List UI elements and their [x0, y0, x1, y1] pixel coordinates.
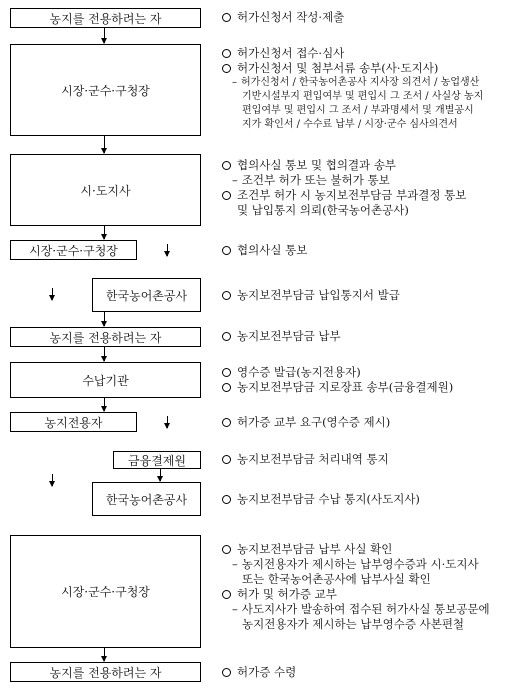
step-7-desc: 영수증 발급(농지전용자) 농지보전부담금 지로장표 송부(금융결제원) [222, 365, 453, 395]
circle-bullet-icon [222, 383, 231, 392]
arrow-down [104, 347, 105, 361]
step-10-desc: 농지보전부담금 수납 통지(사도지사) [222, 492, 420, 507]
box-mayor-1: 시장·군수·구청장 [10, 44, 201, 136]
step-11-desc: 농지보전부담금 납부 사실 확인 – 농지전용자가 제시하는 납부영수증과 시·도지사 또는 한국농어촌공사에 납부사실 확인 허가 및 허가증 교부 – 사도지사가 발송하여 접수된 허가사실 통보공문에 농지전용자가 제시하는 납부영수증 사본편철 [222, 542, 490, 632]
box-mayor-2: 시장·군수·구청장 [10, 240, 137, 260]
step-1-desc: 허가신청서 작성·제출 [222, 10, 344, 25]
circle-bullet-icon [222, 191, 231, 200]
step-4-desc: 협의사실 통보 [222, 243, 307, 258]
circle-bullet-icon [222, 455, 231, 464]
circle-bullet-icon [222, 64, 231, 73]
step-6-desc: 농지보전부담금 납부 [222, 329, 341, 344]
box-krc-2: 한국농어촌공사 [92, 482, 201, 516]
arrow-down [167, 416, 168, 428]
box-applicant-1: 농지를 전용하려는 자 [10, 8, 201, 28]
circle-bullet-icon [222, 49, 231, 58]
circle-bullet-icon [222, 368, 231, 377]
circle-bullet-icon [222, 291, 231, 300]
arrow-down [104, 312, 105, 326]
circle-bullet-icon [222, 13, 231, 22]
box-land-user: 농지전용자 [10, 412, 137, 432]
box-applicant-3: 농지를 전용하려는 자 [10, 662, 201, 682]
step-3-desc: 협의사실 통보 및 협의결과 송부 – 조건부 허가 또는 불허가 통보 조건부 허가 시 농지보전부담금 부과결정 통보 및 납입통지 의뢰(한국농어촌공사) [222, 158, 466, 218]
box-mayor-3: 시장·군수·구청장 [10, 535, 201, 648]
step-8-desc: 허가증 교부 요구(영수증 제시) [222, 415, 390, 430]
arrow-down [104, 648, 105, 661]
box-kftc: 금융결제원 [113, 451, 201, 469]
circle-bullet-icon [222, 332, 231, 341]
circle-bullet-icon [222, 418, 231, 427]
arrow-down [167, 244, 168, 256]
circle-bullet-icon [222, 545, 231, 554]
arrow-down [104, 28, 105, 43]
box-governor: 시·도지사 [10, 154, 201, 226]
circle-bullet-icon [222, 668, 231, 677]
circle-bullet-icon [222, 246, 231, 255]
step-12-desc: 허가증 수령 [222, 665, 296, 680]
arrow-down [52, 474, 53, 486]
arrow-down [52, 288, 53, 300]
step-5-desc: 농지보전부담금 납입통지서 발급 [222, 288, 400, 303]
step-2-desc: 허가신청서 접수·심사 허가신청서 및 첨부서류 송부(사·도지사) – 허가신청서 / 한국농어촌공사 지사장 의견서 / 농업생산 기반시설부지 편입여부 및 편입시 그 조서 / 사실상 농지 편입여부 및 편입시 그 조서 / 부과명세서 및 개별공시 지가 확인서 / 수수료 납부 / 시장·군수 심사의견서 [222, 46, 483, 132]
arrow-down [104, 398, 105, 411]
circle-bullet-icon [222, 590, 231, 599]
arrow-down [104, 136, 105, 153]
circle-bullet-icon [222, 161, 231, 170]
box-applicant-2: 농지를 전용하려는 자 [10, 327, 201, 347]
box-receiving-agency: 수납기관 [10, 362, 201, 398]
arrow-down [160, 469, 161, 481]
step-9-desc: 농지보전부담금 처리내역 통지 [222, 452, 389, 467]
arrow-down [104, 226, 105, 239]
box-krc-1: 한국농어촌공사 [92, 278, 201, 312]
circle-bullet-icon [222, 495, 231, 504]
